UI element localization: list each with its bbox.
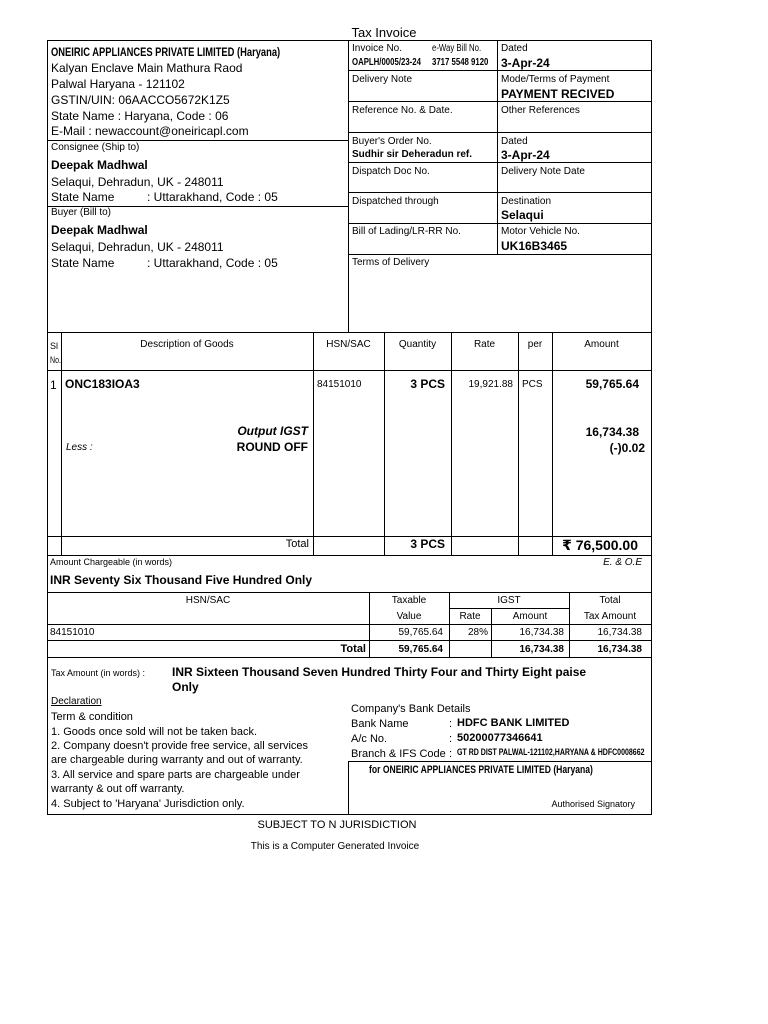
seller-email: E-Mail : newaccount@oneiricapl.com: [51, 124, 249, 138]
total-label: Total: [285, 538, 309, 550]
motor-vehicle-value: UK16B3465: [501, 239, 568, 253]
consignee-state-value: : Uttarakhand, Code : 05: [147, 190, 278, 204]
tax-row-taxable: 59,765.64: [398, 627, 443, 638]
item-hsn: 84151010: [317, 379, 362, 390]
buyer-order-label: Buyer's Order No.: [352, 136, 432, 147]
mode-label: Mode/Terms of Payment: [501, 74, 610, 85]
header-amount: Amount: [584, 339, 619, 350]
amount-words-label: Amount Chargeable (in words): [50, 557, 173, 567]
consignee-label: Consignee (Ship to): [51, 142, 140, 153]
bank-heading: Company's Bank Details: [351, 703, 471, 715]
delivery-note-date-label: Delivery Note Date: [501, 166, 585, 177]
account-colon: :: [449, 733, 453, 745]
bank-name-value: HDFC BANK LIMITED: [457, 717, 570, 729]
dated-label: Dated: [501, 43, 528, 54]
buyer-state-label: State Name: [51, 256, 115, 270]
tax-header-total-2: Tax Amount: [583, 611, 637, 622]
tax-words-label: Tax Amount (in words) :: [51, 668, 146, 678]
eway-no: 3717 5548 9120: [432, 57, 489, 68]
tax-row-total: 16,734.38: [597, 627, 642, 638]
seller-name: ONEIRIC APPLIANCES PRIVATE LIMITED (Haryana): [51, 45, 281, 59]
seller-address-2: Palwal Haryana - 121102: [51, 77, 185, 91]
buyer-name: Deepak Madhwal: [51, 223, 148, 237]
tax-header-taxable-2: Value: [396, 611, 422, 622]
less-label: Less :: [66, 442, 93, 453]
bill-lading-label: Bill of Lading/LR-RR No.: [352, 226, 461, 237]
header-sl: Sl: [50, 341, 59, 351]
item-sl: 1: [50, 378, 57, 392]
bank-name-colon: :: [449, 718, 453, 730]
tax-header-total-1: Total: [599, 595, 621, 606]
declaration-line: are chargeable during warranty and out of warranty.: [51, 754, 303, 766]
branch-value: GT RD DIST PALWAL-121102,HARYANA & HDFC0008662: [457, 747, 645, 757]
declaration-line: warranty & out off warranty.: [51, 783, 185, 795]
header-hsn: HSN/SAC: [326, 339, 371, 350]
total-quantity: 3 PCS: [410, 537, 445, 551]
tax-total-label: Total: [340, 643, 366, 655]
consignee-name: Deepak Madhwal: [51, 158, 148, 172]
tax-header-igst: IGST: [497, 595, 521, 606]
declaration-line: 1. Goods once sold will not be taken back.: [51, 726, 258, 738]
dated-value: 3-Apr-24: [501, 56, 550, 70]
output-igst-label: Output IGST: [237, 424, 308, 438]
page-title: Tax Invoice: [351, 25, 417, 40]
tax-total-total: 16,734.38: [597, 644, 642, 655]
seller-state: State Name : Haryana, Code : 06: [51, 109, 229, 123]
dispatched-through-label: Dispatched through: [352, 196, 439, 207]
branch-label: Branch & IFS Code: [351, 748, 446, 760]
tax-total-amount: 16,734.38: [519, 644, 564, 655]
item-description: ONC183IOA3: [65, 377, 140, 391]
header-description: Description of Goods: [140, 339, 234, 350]
consignee-state-label: State Name: [51, 190, 115, 204]
branch-colon: :: [449, 748, 453, 760]
tax-total-taxable: 59,765.64: [398, 644, 443, 655]
seller-gstin: GSTIN/UIN: 06AACCO5672K1Z5: [51, 93, 230, 107]
tax-words-line-1: INR Sixteen Thousand Seven Hundred Thirty Four and Thirty Eight paise: [172, 665, 587, 679]
declaration-label: Declaration: [51, 696, 102, 707]
motor-vehicle-label: Motor Vehicle No.: [501, 226, 580, 237]
account-label: A/c No.: [351, 733, 388, 745]
bank-name-label: Bank Name: [351, 718, 409, 730]
declaration-heading: Term & condition: [51, 711, 133, 723]
jurisdiction-note: SUBJECT TO N JURISDICTION: [257, 819, 417, 831]
terms-delivery-label: Terms of Delivery: [352, 257, 430, 268]
tax-row-rate: 28%: [467, 627, 488, 638]
account-value: 50200077346641: [457, 732, 543, 744]
item-quantity: 3 PCS: [410, 377, 445, 391]
invoice-no: OAPLH/0005/23-24: [352, 57, 421, 68]
buyer-order-value: Sudhir sir Deheradun ref.: [352, 149, 473, 160]
item-per: PCS: [522, 379, 543, 390]
signature-for-text: for ONEIRIC APPLIANCES PRIVATE LIMITED (Haryana): [369, 764, 593, 776]
reference-label: Reference No. & Date.: [352, 105, 453, 116]
tax-header-rate: Rate: [459, 611, 481, 622]
buyer-label: Buyer (Bill to): [51, 207, 112, 218]
authorised-signatory: Authorised Signatory: [551, 799, 635, 809]
tax-header-amount: Amount: [512, 611, 548, 622]
consignee-address: Selaqui, Dehradun, UK - 248011: [51, 175, 224, 189]
declaration-line: 4. Subject to 'Haryana' Jurisdiction only.: [51, 798, 245, 810]
total-amount: ₹ 76,500.00: [562, 537, 638, 553]
amount-words-text: INR Seventy Six Thousand Five Hundred Only: [50, 573, 313, 587]
destination-value: Selaqui: [501, 208, 544, 222]
other-references-label: Other References: [501, 105, 580, 116]
header-per: per: [527, 339, 543, 350]
tax-row-amount: 16,734.38: [519, 627, 564, 638]
dispatch-doc-label: Dispatch Doc No.: [352, 166, 430, 177]
header-quantity: Quantity: [398, 339, 437, 350]
tax-words-line-2: Only: [172, 680, 199, 694]
delivery-note-label: Delivery Note: [352, 74, 413, 85]
tax-header-taxable-1: Taxable: [391, 595, 427, 606]
header-sl-no: No.: [50, 355, 61, 365]
computer-generated-note: This is a Computer Generated Invoice: [250, 841, 420, 852]
seller-address-1: Kalyan Enclave Main Mathura Raod: [51, 61, 243, 75]
mode-value: PAYMENT RECIVED: [501, 87, 615, 101]
item-amount: 59,765.64: [585, 377, 639, 391]
output-igst-amount: 16,734.38: [585, 425, 639, 439]
eoe-label: E. & O.E: [603, 557, 642, 568]
dated2-label: Dated: [501, 136, 528, 147]
tax-header-hsn: HSN/SAC: [185, 595, 231, 606]
declaration-line: 3. All service and spare parts are chargeable under: [51, 769, 300, 781]
declaration-line: 2. Company doesn't provide free service, all services: [51, 740, 309, 752]
eway-label: e-Way Bill No.: [432, 43, 482, 54]
header-rate: Rate: [473, 339, 496, 350]
item-rate: 19,921.88: [468, 379, 513, 390]
round-off-label: ROUND OFF: [236, 440, 308, 454]
buyer-state-value: : Uttarakhand, Code : 05: [147, 256, 278, 270]
invoice-no-label: Invoice No.: [352, 43, 403, 54]
buyer-address: Selaqui, Dehradun, UK - 248011: [51, 240, 224, 254]
round-off-amount: (-)0.02: [609, 441, 645, 455]
tax-row-hsn: 84151010: [50, 627, 95, 638]
destination-label: Destination: [501, 196, 552, 207]
dated2-value: 3-Apr-24: [501, 148, 550, 162]
